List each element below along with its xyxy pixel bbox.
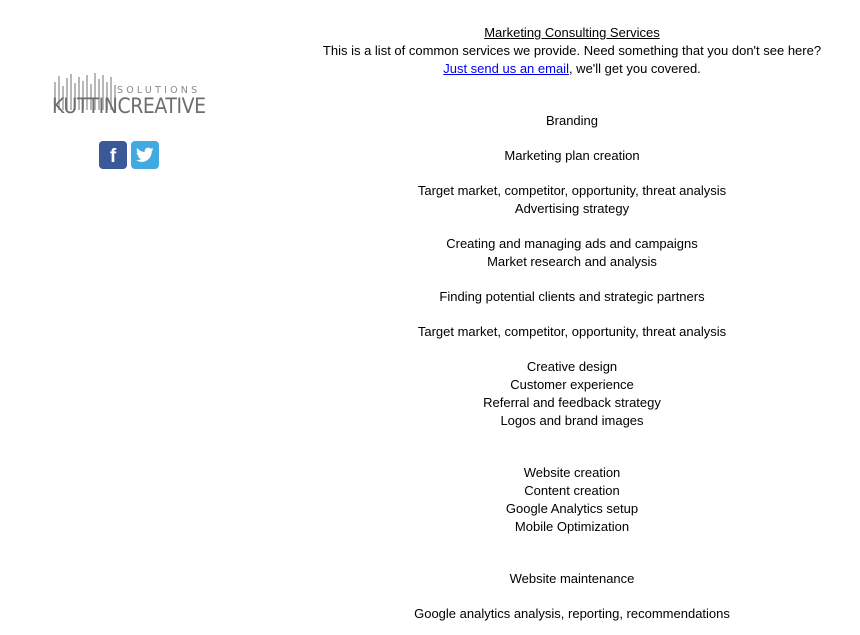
social-links [99,141,159,169]
service-item: Google Analytics setup [505,501,639,516]
email-link[interactable]: Just send us an email [443,61,569,76]
logo-subtitle: SOLUTIONS [117,85,201,96]
service-item: Website maintenance [509,571,635,586]
service-item: Website creation [523,465,621,480]
service-item: Finding potential clients and strategic partners [439,289,705,304]
facebook-icon [99,141,127,169]
email-suffix: , we'll get you covered. [568,61,701,76]
service-item: Logos and brand images [500,413,644,428]
logo-wordmark: KUTTINCREATIVE [52,94,206,118]
service-item: Google analytics analysis, reporting, recommendations [414,606,730,621]
service-item: Mobile Optimization [514,519,630,534]
service-item: Customer experience [510,377,634,392]
email-line [312,60,832,78]
facebook-link[interactable] [99,141,127,169]
intro-description: This is a list of common services we provide. Need something that you don't see here? [322,43,822,58]
twitter-link[interactable] [131,141,159,169]
twitter-icon [136,147,154,163]
service-item: Marketing plan creation [504,148,640,163]
svg-text:f: f [109,146,117,167]
brand-logo[interactable] [52,72,207,124]
services-content [312,24,832,623]
page-title: Marketing Consulting Services [484,25,660,40]
service-item: Branding [545,113,599,128]
service-item: Creating and managing ads and campaigns [446,236,698,251]
service-item: Content creation [524,483,620,498]
service-item: Market research and analysis [487,254,657,269]
service-item: Target market, competitor, opportunity, threat analysis [417,183,727,198]
service-item: Referral and feedback strategy [483,395,661,410]
service-item: Advertising strategy [514,201,630,216]
service-item: Creative design [526,359,618,374]
service-item: Target market, competitor, opportunity, threat analysis [417,324,727,339]
